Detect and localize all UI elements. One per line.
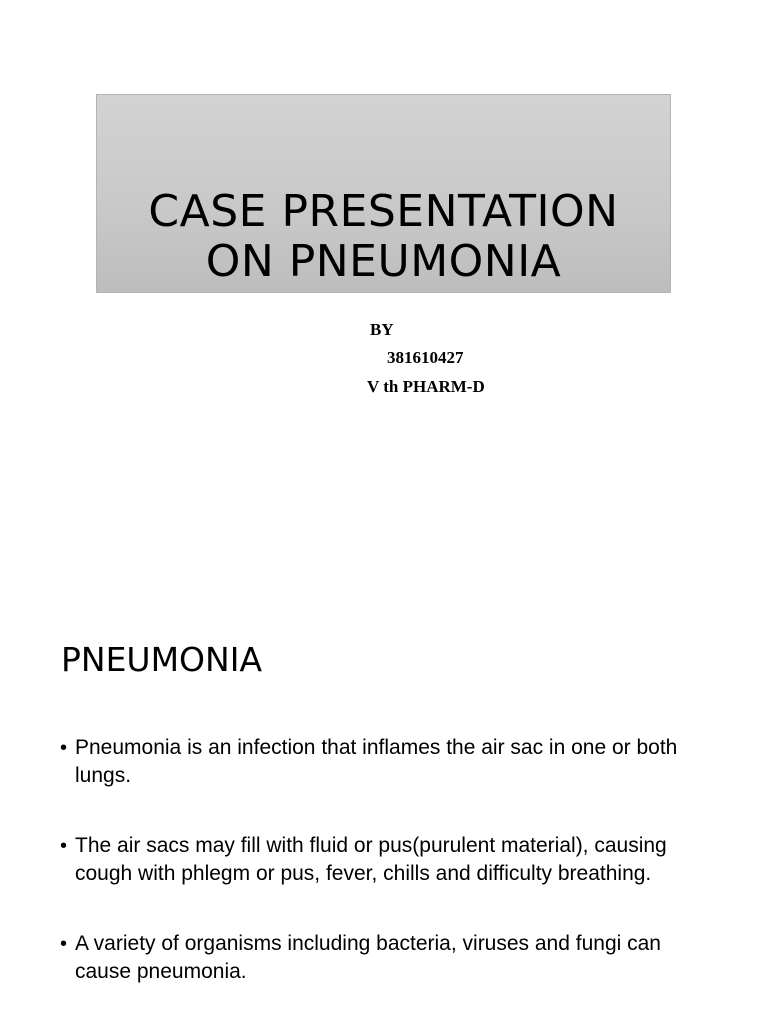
byline-by: BY (370, 320, 394, 339)
title-line-1: CASE PRESENTATION (148, 186, 619, 237)
bullet-item (60, 930, 710, 986)
bullet-list (60, 734, 710, 1028)
bullet-text: A variety of organisms including bacteria, viruses and fungi can cause pneumonia. (75, 932, 661, 983)
presentation-title (97, 187, 670, 287)
bullet-text: The air sacs may fill with fluid or pus(purulent material), causing cough with phlegm or pus, fever, chills and difficulty breathing. (75, 834, 667, 885)
content-slide (0, 576, 768, 1024)
byline-roll-number: 381610427 (387, 348, 464, 367)
title-box (96, 94, 671, 293)
bullet-item (60, 734, 710, 790)
bullet-icon: • (60, 933, 68, 955)
bullet-item (60, 832, 710, 888)
bullet-icon: • (60, 737, 68, 759)
section-heading: PNEUMONIA (61, 640, 263, 679)
byline-course: V th PHARM-D (367, 377, 485, 396)
bullet-text: Pneumonia is an infection that inflames the air sac in one or both lungs. (75, 736, 678, 787)
title-line-2: ON PNEUMONIA (205, 236, 562, 287)
bullet-icon: • (60, 835, 68, 857)
